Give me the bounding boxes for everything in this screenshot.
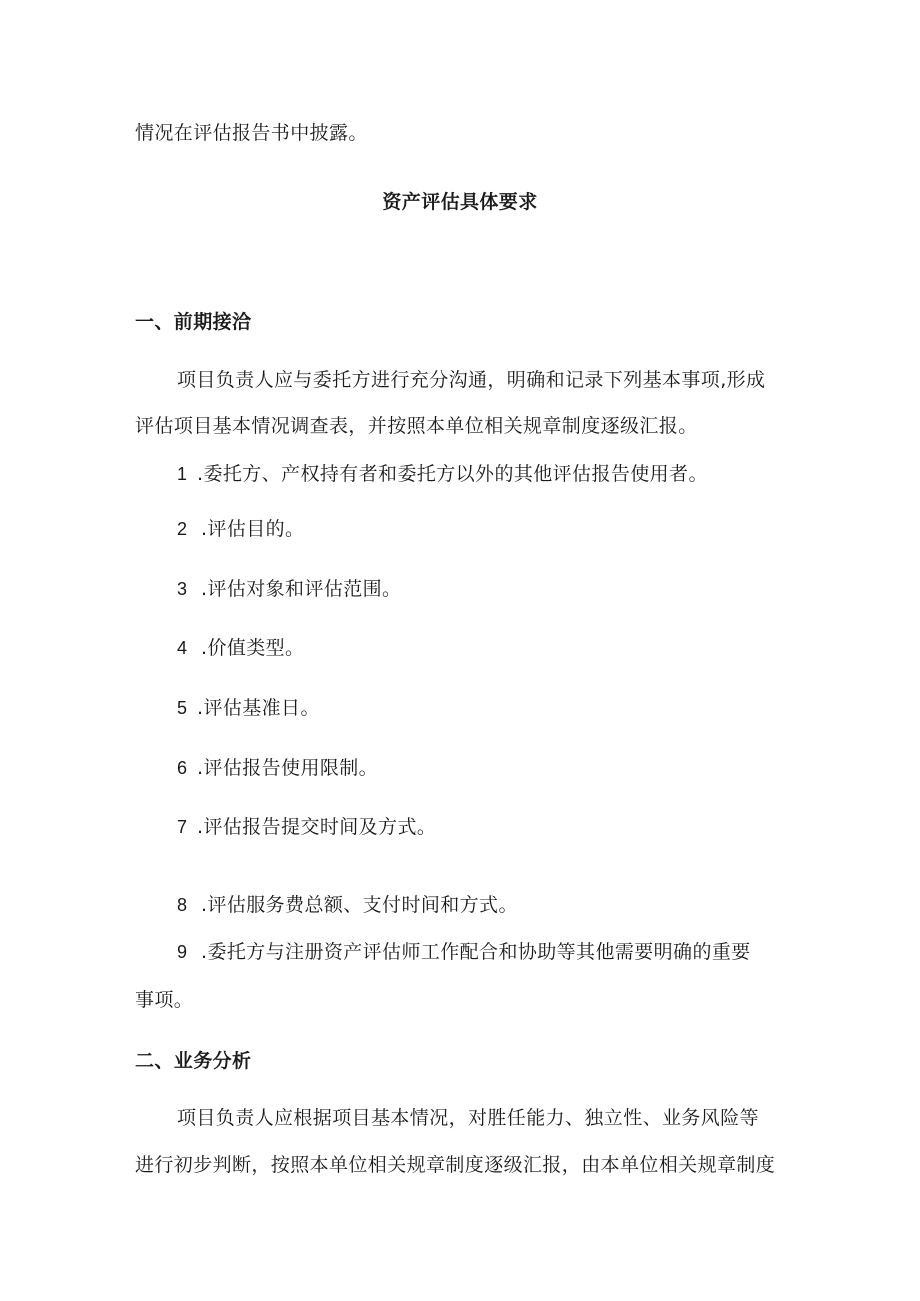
list-item-number: 7	[177, 817, 188, 837]
list-item-2	[177, 517, 304, 541]
list-item-number: 5	[177, 698, 188, 718]
list-item-number: 2	[177, 519, 188, 539]
list-item-text: .评估服务费总额、支付时间和方式。	[201, 894, 518, 916]
list-item-text: .委托方与注册资产评估师工作配合和协助等其他需要明确的重要	[201, 941, 751, 963]
list-item-7	[177, 815, 436, 839]
list-item-number: 3	[177, 579, 188, 599]
list-item-text: .评估报告提交时间及方式。	[197, 816, 437, 838]
list-item-number: 8	[177, 895, 188, 915]
section1-paragraph-line2: 评估项目基本情况调查表，并按照本单位相关规章制度逐级汇报。	[135, 415, 698, 437]
list-item-6	[177, 756, 378, 780]
document-title: 资产评估具体要求	[382, 191, 538, 213]
list-item-text: .评估基准日。	[197, 697, 320, 719]
section2-heading: 二、业务分析	[135, 1050, 252, 1072]
list-item-number: 6	[177, 758, 188, 778]
list-item-1	[177, 462, 708, 486]
list-item-text: .评估目的。	[201, 518, 305, 540]
section1-paragraph-line1: 项目负责人应与委托方进行充分沟通，明确和记录下列基本事项,形成	[177, 369, 766, 391]
list-item-number: 1	[177, 464, 188, 484]
lead-line: 情况在评估报告书中披露。	[135, 122, 368, 144]
list-item-4	[177, 636, 304, 660]
list-item-3	[177, 577, 401, 601]
list-item-9	[177, 940, 751, 964]
list-item-8	[177, 893, 518, 917]
section2-paragraph-line1: 项目负责人应根据项目基本情况，对胜任能力、独立性、业务风险等	[177, 1107, 760, 1129]
list-item-text: .委托方、产权持有者和委托方以外的其他评估报告使用者。	[197, 463, 708, 485]
list-item-number: 9	[177, 942, 188, 962]
list-item-text: .评估报告使用限制。	[197, 757, 379, 779]
list-item-text: .价值类型。	[201, 637, 305, 659]
section1-heading: 一、前期接洽	[135, 311, 252, 333]
list-item-9-continuation: 事项。	[135, 989, 194, 1011]
list-item-5	[177, 696, 320, 720]
list-item-text: .评估对象和评估范围。	[201, 578, 402, 600]
list-item-number: 4	[177, 638, 188, 658]
section2-paragraph-line2: 进行初步判断，按照本单位相关规章制度逐级汇报，由本单位相关规章制度	[135, 1154, 776, 1176]
